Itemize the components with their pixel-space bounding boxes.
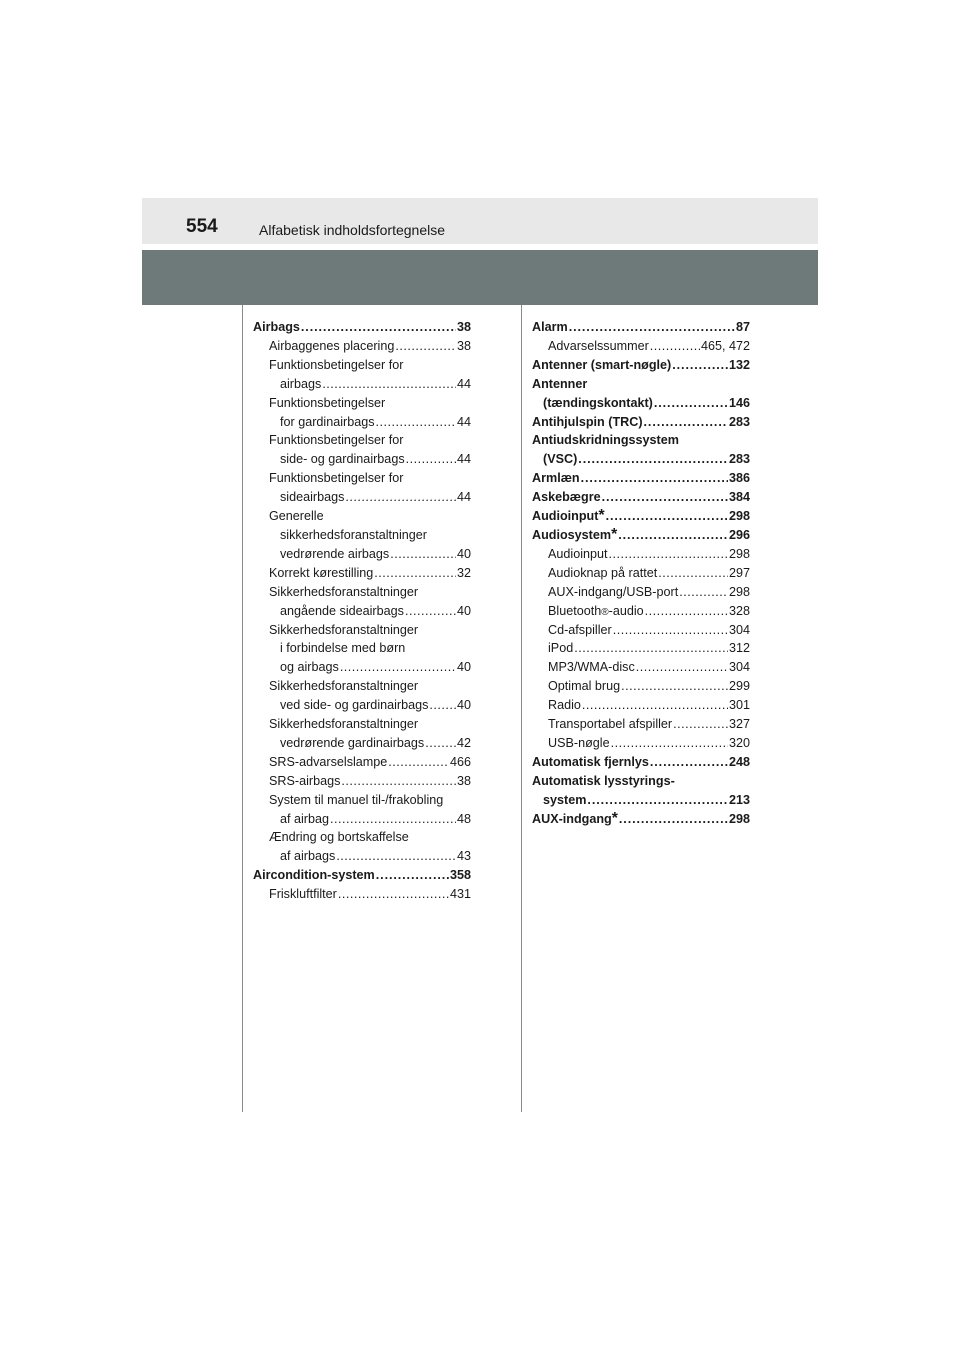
dot-leader	[581, 469, 728, 488]
entry-term-suffix: -audio	[608, 603, 644, 618]
dot-leader	[650, 337, 700, 356]
entry-term: Sikkerhedsforanstaltninger	[269, 679, 419, 694]
entry-page: 465, 472	[700, 338, 750, 353]
entry-term: Funktionsbetingelser for	[269, 433, 404, 448]
entry-page: 298	[728, 546, 750, 561]
index-entry	[532, 413, 750, 432]
entry-page: 466	[449, 754, 471, 769]
dot-leader	[644, 413, 728, 432]
entry-page: 40	[456, 698, 471, 713]
dot-leader	[613, 621, 728, 640]
entry-term: af airbags	[280, 849, 336, 864]
dot-leader	[406, 450, 456, 469]
dot-leader	[621, 677, 728, 696]
entry-page: 304	[728, 660, 750, 675]
index-subentry-cont	[253, 810, 471, 829]
dot-leader	[388, 753, 449, 772]
entry-term: Optimal brug	[548, 679, 621, 694]
index-entry	[532, 375, 750, 394]
index-subentry-cont	[253, 545, 471, 564]
index-entry	[532, 431, 750, 450]
index-entry	[532, 318, 750, 337]
dot-leader	[582, 696, 728, 715]
dot-leader	[569, 318, 735, 337]
column-divider	[521, 305, 522, 1112]
entry-term: Audioinput	[548, 546, 608, 561]
index-subentry	[253, 772, 471, 791]
index-subentry	[253, 677, 471, 696]
entry-page: 298	[728, 509, 750, 524]
index-entry-cont	[532, 450, 750, 469]
dot-leader	[405, 602, 456, 621]
entry-term: Bluetooth	[548, 603, 602, 618]
dot-leader	[429, 696, 456, 715]
dot-leader	[609, 545, 728, 564]
entry-page: 44	[456, 414, 471, 429]
entry-term: Alarm	[532, 320, 568, 334]
index-subentry	[253, 621, 471, 640]
entry-term: SRS-airbags	[269, 773, 341, 788]
index-entry	[532, 356, 750, 375]
dot-leader	[645, 602, 728, 621]
entry-page: 298	[728, 584, 750, 599]
index-subentry-cont	[253, 602, 471, 621]
entry-page: 48	[456, 811, 471, 826]
index-subentry	[532, 545, 750, 564]
entry-page: 40	[456, 603, 471, 618]
dot-leader	[618, 526, 728, 545]
index-entry-cont	[532, 394, 750, 413]
index-entry	[532, 469, 750, 488]
entry-page: 384	[728, 490, 750, 505]
entry-page: 42	[456, 735, 471, 750]
entry-term: USB-nøgle	[548, 735, 610, 750]
index-subentry	[532, 677, 750, 696]
dot-leader	[336, 847, 456, 866]
index-subentry	[532, 658, 750, 677]
dot-leader	[654, 394, 728, 413]
index-subentry	[253, 564, 471, 583]
entry-term: system	[543, 792, 587, 807]
entry-page: 312	[728, 641, 750, 656]
index-entry: Audioinput * ..... 298	[532, 507, 750, 526]
index-subentry-cont	[253, 450, 471, 469]
dot-leader	[376, 866, 449, 885]
index-subentry	[253, 583, 471, 602]
chapter-band	[142, 250, 818, 305]
entry-term: (tændingskontakt)	[543, 395, 653, 410]
dot-leader	[672, 356, 728, 375]
entry-page: 87	[735, 320, 750, 334]
index-subentry	[253, 394, 471, 413]
dot-leader	[395, 337, 456, 356]
entry-page: 431	[449, 887, 471, 902]
entry-term: angående sideairbags	[280, 603, 404, 618]
entry-term: System til manuel til-/frakobling	[269, 792, 444, 807]
index-entry-cont	[532, 791, 750, 810]
index-subentry	[253, 828, 471, 847]
dot-leader	[425, 734, 456, 753]
dot-leader	[345, 488, 456, 507]
dot-leader	[602, 488, 728, 507]
entry-term: SRS-advarselslampe	[269, 754, 388, 769]
index-subentry	[532, 696, 750, 715]
index-subentry-cont	[253, 413, 471, 432]
entry-term: AUX-indgang	[532, 811, 612, 826]
left-column-rule	[242, 305, 243, 1112]
entry-term: iPod	[548, 641, 574, 656]
entry-term: Antiudskridningssystem	[532, 433, 679, 448]
entry-page: 299	[728, 679, 750, 694]
entry-term: Funktionsbetingelser for	[269, 471, 404, 486]
dot-leader	[611, 734, 728, 753]
index-subentry	[532, 564, 750, 583]
entry-term: airbags	[280, 376, 322, 391]
entry-term: Korrekt kørestilling	[269, 565, 374, 580]
entry-term: sikkerhedsforanstaltninger	[280, 527, 428, 542]
entry-term: sideairbags	[280, 490, 345, 505]
entry-term: vedrørende gardinairbags	[280, 735, 425, 750]
entry-page: 38	[456, 773, 471, 788]
entry-page: 40	[456, 660, 471, 675]
index-subentry	[253, 356, 471, 375]
entry-term: Sikkerhedsforanstaltninger	[269, 717, 419, 732]
entry-term: og airbags	[280, 660, 339, 675]
entry-term: Antenner	[532, 376, 588, 391]
entry-page: 43	[456, 849, 471, 864]
dot-leader	[340, 658, 456, 677]
dot-leader	[330, 810, 456, 829]
entry-page: 44	[456, 490, 471, 505]
entry-page: 248	[728, 754, 750, 769]
index-subentry	[253, 885, 471, 904]
entry-page: 38	[456, 320, 471, 334]
entry-term: Sikkerhedsforanstaltninger	[269, 584, 419, 599]
entry-page: 38	[456, 338, 471, 353]
dot-leader	[341, 772, 456, 791]
index-subentry	[532, 639, 750, 658]
entry-term: ved side- og gardinairbags	[280, 698, 429, 713]
dot-leader	[578, 450, 728, 469]
dot-leader	[376, 413, 456, 432]
entry-term: Audiosystem	[532, 527, 612, 542]
page-header-bar	[142, 198, 818, 244]
dot-leader	[636, 658, 728, 677]
index-subentry	[253, 337, 471, 356]
index-entry	[253, 866, 471, 885]
entry-term: Askebægre	[532, 490, 601, 505]
entry-term: Radio	[548, 698, 581, 713]
entry-term: Generelle	[269, 509, 324, 524]
index-subentry	[253, 715, 471, 734]
entry-term: Airbaggenes placering	[269, 338, 395, 353]
dot-leader	[587, 791, 728, 810]
index-subentry-cont	[253, 375, 471, 394]
index-subentry	[253, 791, 471, 810]
index-subentry-cont	[253, 658, 471, 677]
entry-page: 213	[728, 792, 750, 807]
index-subentry-cont	[253, 526, 471, 545]
index-subentry-cont	[253, 488, 471, 507]
index-subentry	[253, 753, 471, 772]
entry-page: 283	[728, 414, 750, 429]
entry-term: Transportabel afspiller	[548, 717, 673, 732]
index-subentry	[253, 431, 471, 450]
entry-page: 298	[728, 811, 750, 826]
dot-leader	[658, 564, 728, 583]
dot-leader	[679, 583, 728, 602]
entry-page: 44	[456, 452, 471, 467]
index-subentry-cont	[253, 847, 471, 866]
entry-page: 44	[456, 376, 471, 391]
entry-term: Ændring og bortskaffelse	[269, 830, 409, 845]
entry-term: Audioinput	[532, 509, 599, 524]
entry-term: Airbags	[253, 320, 300, 334]
dot-leader	[374, 564, 456, 583]
dot-leader	[338, 885, 449, 904]
entry-term: side- og gardinairbags	[280, 452, 405, 467]
entry-term: Antenner (smart-nøgle)	[532, 357, 672, 372]
index-entry	[532, 488, 750, 507]
entry-term: Cd-afspiller	[548, 622, 612, 637]
entry-term: Audioknap på rattet	[548, 565, 658, 580]
entry-page: 297	[728, 565, 750, 580]
index-subentry	[532, 583, 750, 602]
entry-term: af airbag	[280, 811, 330, 826]
entry-page: 304	[728, 622, 750, 637]
section-title: Alfabetisk indholdsfortegnelse	[259, 222, 446, 238]
entry-page: 320	[728, 735, 750, 750]
entry-term: Armlæn	[532, 471, 580, 486]
entry-page: 301	[728, 698, 750, 713]
index-entry	[253, 318, 471, 337]
entry-term: MP3/WMA-disc	[548, 660, 635, 675]
entry-term: for gardinairbags	[280, 414, 375, 429]
entry-page: 146	[728, 395, 750, 410]
index-subentry-cont	[253, 639, 471, 658]
index-column-right	[532, 318, 750, 828]
entry-term: Automatisk lysstyrings-	[532, 773, 675, 788]
index-subentry	[532, 734, 750, 753]
dot-leader	[606, 507, 728, 526]
entry-term: Aircondition-system	[253, 868, 375, 883]
entry-page: 386	[728, 471, 750, 486]
entry-page: 32	[456, 565, 471, 580]
index-entry: Audiosystem * ..... 296	[532, 526, 750, 545]
entry-term: Advarselssummer	[548, 338, 649, 353]
entry-term: Antihjulspin (TRC)	[532, 414, 643, 429]
index-entry	[532, 772, 750, 791]
entry-term: Funktionsbetingelser	[269, 395, 386, 410]
index-subentry	[532, 621, 750, 640]
dot-leader	[322, 375, 456, 394]
entry-term: Sikkerhedsforanstaltninger	[269, 622, 419, 637]
entry-page: 328	[728, 603, 750, 618]
entry-page: 358	[449, 868, 471, 883]
entry-page: 296	[728, 527, 750, 542]
dot-leader	[390, 545, 456, 564]
dot-leader	[650, 753, 728, 772]
dot-leader	[619, 810, 728, 829]
entry-term: vedrørende airbags	[280, 546, 390, 561]
index-subentry	[532, 337, 750, 356]
index-subentry	[253, 469, 471, 488]
entry-term: AUX-indgang/USB-port	[548, 584, 679, 599]
page-number: 554	[186, 216, 218, 237]
entry-page: 327	[728, 717, 750, 732]
entry-term: Funktionsbetingelser for	[269, 357, 404, 372]
entry-page: 40	[456, 546, 471, 561]
index-subentry	[253, 507, 471, 526]
entry-page: 283	[728, 452, 750, 467]
dot-leader	[574, 639, 728, 658]
dot-leader	[673, 715, 728, 734]
index-subentry	[532, 715, 750, 734]
entry-page: 132	[728, 357, 750, 372]
index-entry: AUX-indgang * ..... 298	[532, 810, 750, 829]
index-column-left	[253, 318, 471, 904]
index-subentry-cont	[253, 734, 471, 753]
index-entry	[532, 753, 750, 772]
entry-term: Friskluftfilter	[269, 887, 337, 902]
dot-leader	[301, 318, 456, 337]
entry-term: (VSC)	[543, 452, 578, 467]
index-subentry: Bluetooth ® -audio ..... 328	[532, 602, 750, 621]
entry-term: Automatisk fjernlys	[532, 754, 649, 769]
index-subentry-cont	[253, 696, 471, 715]
entry-term: i forbindelse med børn	[280, 641, 406, 656]
